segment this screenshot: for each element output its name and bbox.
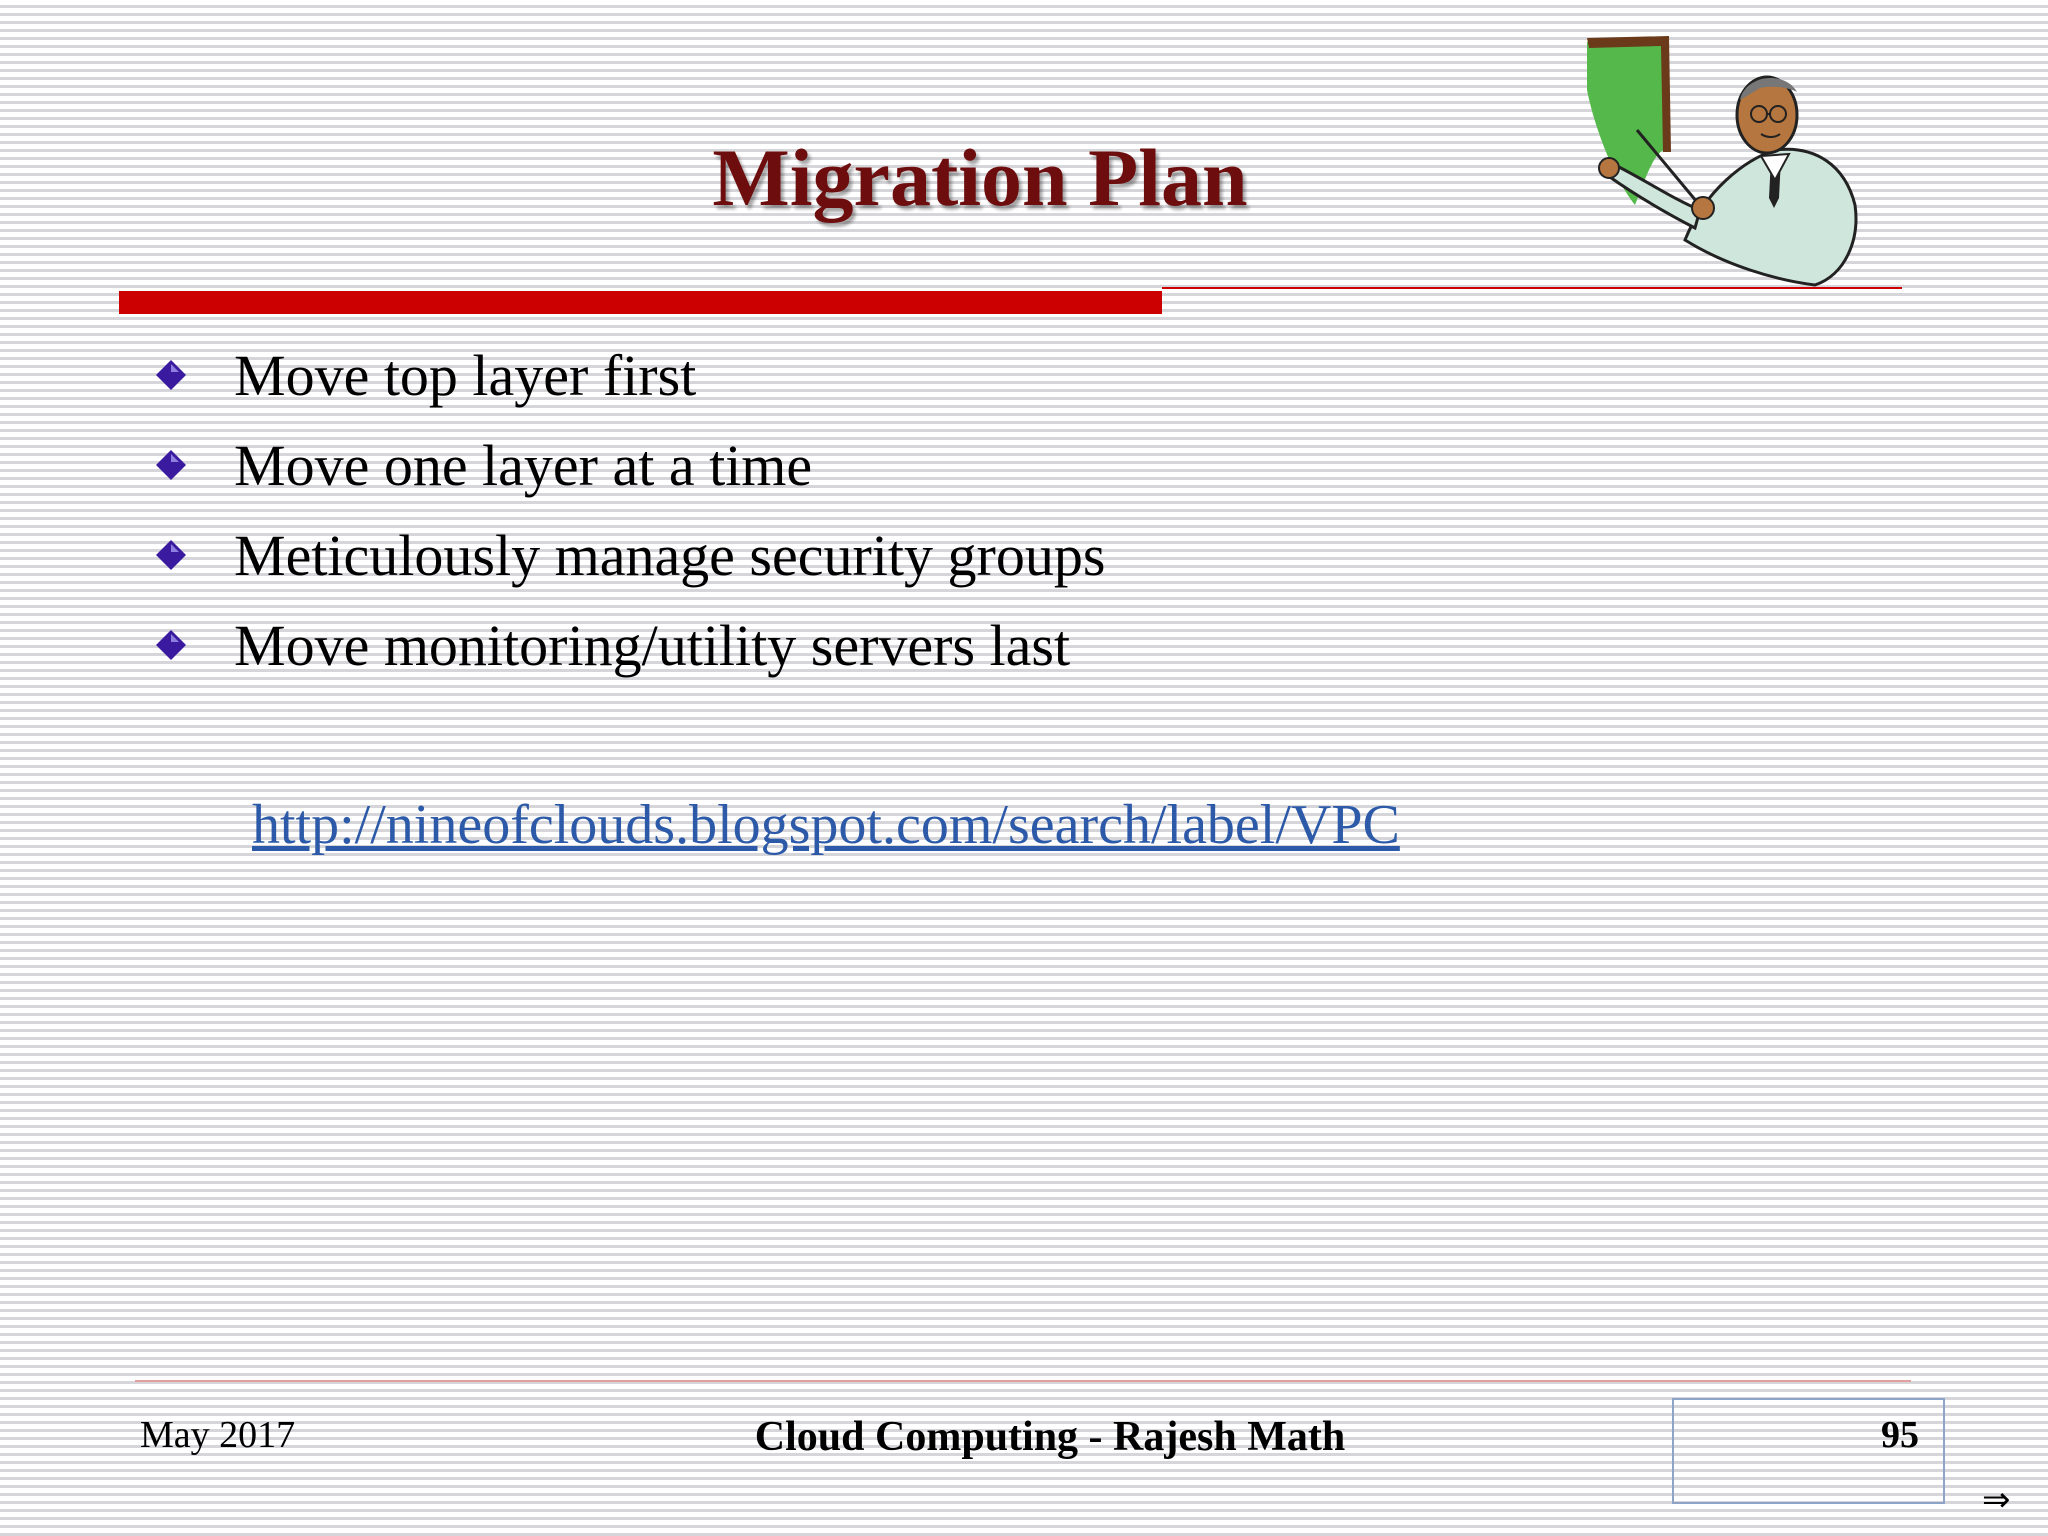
diamond-bullet-icon xyxy=(154,628,188,662)
diamond-bullet-icon xyxy=(154,448,188,482)
page-number: 95 xyxy=(1881,1414,1919,1456)
footer-date: May 2017 xyxy=(140,1414,296,1456)
page-number-box xyxy=(1672,1398,1945,1504)
next-arrow-icon[interactable]: ⇒ xyxy=(1982,1480,2011,1520)
title-rule-thick xyxy=(119,291,1162,314)
diamond-bullet-icon xyxy=(154,538,188,572)
presenter-clipart xyxy=(1575,30,1875,290)
title-rule-thin xyxy=(1162,287,1902,289)
bullet-text: Move one layer at a time xyxy=(234,432,813,498)
bullet-text: Move top layer first xyxy=(234,342,697,408)
bullet-item xyxy=(150,600,1105,690)
bullet-item xyxy=(150,330,1105,420)
footer-rule xyxy=(135,1380,1911,1382)
diamond-bullet-icon xyxy=(154,358,188,392)
reference-link[interactable]: http://nineofclouds.blogspot.com/search/label/VPC xyxy=(252,794,1400,856)
bullet-text: Meticulously manage security groups xyxy=(234,522,1106,588)
bullet-list xyxy=(150,330,1105,690)
footer-title: Cloud Computing - Rajesh Math xyxy=(754,1414,1346,1460)
bullet-item xyxy=(150,420,1105,510)
bullet-text: Move monitoring/utility servers last xyxy=(234,612,1071,678)
slide-title: Migration Plan xyxy=(712,132,1248,223)
bullet-item xyxy=(150,510,1105,600)
